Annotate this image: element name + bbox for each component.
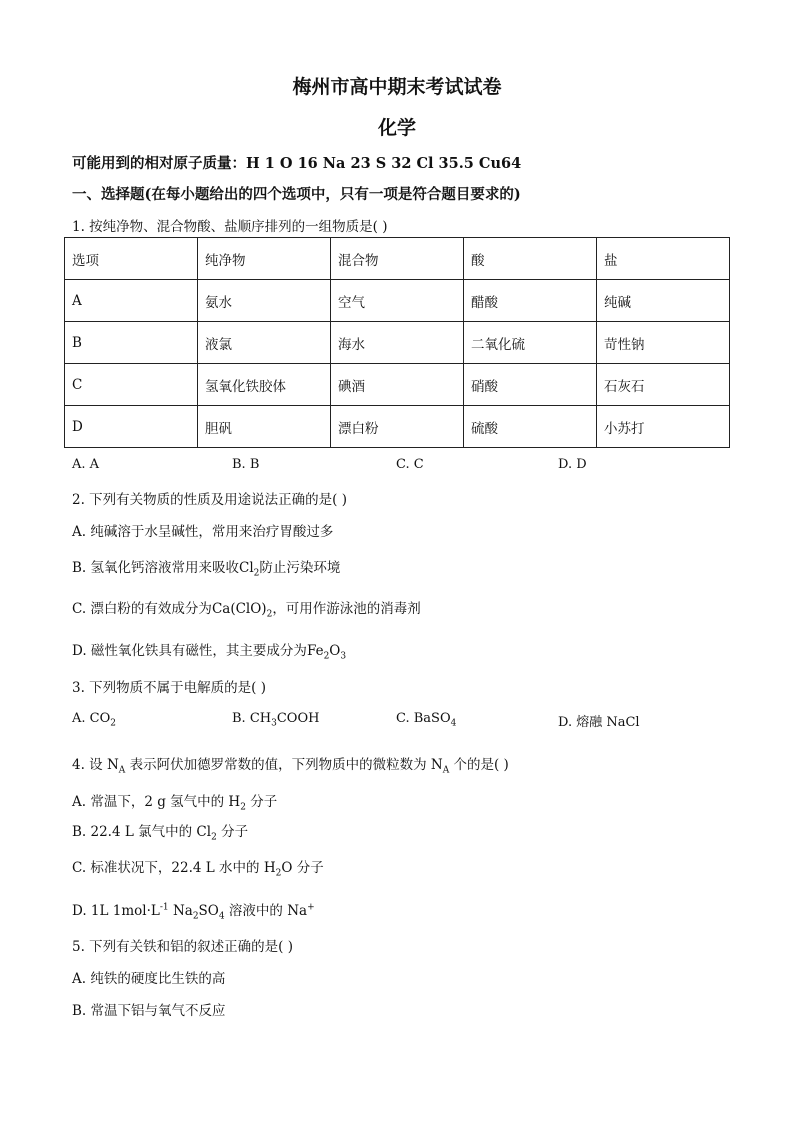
- q2-stem: 2. 下列有关物质的性质及用途说法正确的是( ): [72, 492, 347, 508]
- atomic-masses-line: 可能用到的相对原子质量：H 1 O 16 Na 23 S 32 Cl 35.5 Cu64: [72, 155, 522, 172]
- table-cell: 石灰石: [597, 364, 730, 406]
- q1-table: [64, 237, 730, 448]
- q1-option-c: C. C: [396, 457, 424, 472]
- q4-option-c-text: C. 标准状况下，22.4 L 水中的 H: [72, 860, 276, 876]
- q3-option-c: [396, 711, 456, 729]
- q2-option-d: [72, 639, 346, 662]
- q1-stem: 1. 按纯净物、混合物酸、盐顺序排列的一组物质是( ): [72, 219, 388, 235]
- q2-option-a: A. 纯碱溶于水呈碱性，常用来治疗胃酸过多: [72, 524, 334, 540]
- q4-stem-text-end: 个的是( ): [449, 757, 509, 773]
- table-cell: 碘酒: [331, 364, 464, 406]
- q2-option-b: [72, 556, 340, 579]
- table-cell: 胆矾: [198, 406, 331, 448]
- table-cell: D: [65, 406, 198, 448]
- q4-option-b-text: B. 22.4 L 氯气中的 Cl: [72, 824, 212, 840]
- q2-option-d-text: D. 磁性氧化铁具有磁性，其主要成分为: [72, 643, 307, 659]
- exam-title: 梅州市高中期末考试试卷: [292, 76, 502, 98]
- formula-subscript: A: [118, 765, 126, 776]
- q3-option-d: D. 熔融 NaCl: [558, 715, 640, 730]
- formula-subscript: 4: [218, 911, 225, 922]
- formula-subscript: A: [442, 765, 450, 776]
- q3-option-b: [232, 711, 319, 729]
- q4-option-b: [72, 820, 248, 843]
- q4-option-a-text: A. 常温下，2 g 氢气中的 H: [72, 794, 241, 810]
- formula: Ca(ClO): [211, 601, 267, 617]
- table-cell: B: [65, 322, 198, 364]
- q2-option-c-text-end: ，可用作游泳池的消毒剂: [272, 601, 421, 617]
- q5-stem: 5. 下列有关铁和铝的叙述正确的是( ): [72, 939, 293, 955]
- table-cell: 硝酸: [464, 364, 597, 406]
- table-cell: 纯碱: [597, 280, 730, 322]
- table-row: [65, 364, 730, 406]
- formula-subscript: 2: [275, 868, 282, 879]
- formula-superscript: -1: [159, 902, 169, 913]
- formula-subscript: 3: [340, 651, 347, 662]
- q2-option-b-text: B. 氢氧化钙溶液常用来吸收: [72, 560, 240, 576]
- table-cell: 漂白粉: [331, 406, 464, 448]
- q4-option-d: [72, 899, 315, 922]
- q5-option-b: B. 常温下铝与氧气不反应: [72, 1003, 226, 1019]
- q4-option-d-text-end: 溶液中的 Na: [224, 903, 308, 919]
- formula-subscript: 3: [271, 718, 277, 729]
- q4-option-c: [72, 856, 324, 879]
- table-cell: A: [65, 280, 198, 322]
- table-cell: 海水: [331, 322, 464, 364]
- formula-subscript: 2: [110, 718, 116, 729]
- table-cell: 液氯: [198, 322, 331, 364]
- q4-stem-text-mid: 表示阿伏加德罗常数的值，下列物质中的微粒数为 N: [125, 757, 443, 773]
- q3-option-b-text: B. CH: [232, 711, 272, 726]
- table-header-cell: 盐: [597, 238, 730, 280]
- q4-option-a-text-end: 分子: [245, 794, 278, 810]
- formula: O: [329, 643, 341, 659]
- q3-option-a-text: A. CO: [72, 711, 111, 726]
- formula-subscript: 2: [253, 568, 260, 579]
- q4-option-a: [72, 790, 277, 813]
- formula-subscript: 2: [323, 651, 330, 662]
- q3-option-b-text-end: COOH: [276, 711, 320, 726]
- table-cell: 苛性钠: [597, 322, 730, 364]
- table-cell: 氢氧化铁胶体: [198, 364, 331, 406]
- q2-option-b-text-end: 防止污染环境: [259, 560, 341, 576]
- table-cell: 硫酸: [464, 406, 597, 448]
- table-row: [65, 280, 730, 322]
- table-row: [65, 322, 730, 364]
- q1-option-d: D. D: [558, 457, 587, 472]
- table-header-row: [65, 238, 730, 280]
- q2-option-c-text: C. 漂白粉的有效成分为: [72, 601, 212, 617]
- table-header-cell: 选项: [65, 238, 198, 280]
- subject-title: 化学: [377, 117, 416, 139]
- formula-subscript: 2: [240, 802, 246, 813]
- q3-option-c-text: C. BaSO: [396, 711, 451, 726]
- section-heading: 一、选择题(在每小题给出的四个选项中，只有一项是符合题目要求的): [72, 186, 521, 203]
- table-cell: C: [65, 364, 198, 406]
- q3-stem: 3. 下列物质不属于电解质的是( ): [72, 680, 266, 696]
- table-header-cell: 混合物: [331, 238, 464, 280]
- q1-option-b: B. B: [232, 457, 260, 472]
- formula: Na: [168, 903, 193, 919]
- q4-option-b-text-end: 分子: [216, 824, 249, 840]
- q4-option-c-text-end: O 分子: [281, 860, 324, 876]
- formula: SO: [198, 903, 219, 919]
- table-header-cell: 酸: [464, 238, 597, 280]
- q1-option-a: A. A: [72, 457, 100, 472]
- formula-subscript: 2: [266, 609, 273, 620]
- table-cell: 醋酸: [464, 280, 597, 322]
- formula: Fe: [306, 643, 324, 659]
- q3-option-a: [72, 711, 116, 729]
- formula-subscript: 2: [192, 911, 199, 922]
- table-row: [65, 406, 730, 448]
- table-header-cell: 纯净物: [198, 238, 331, 280]
- q5-option-a: A. 纯铁的硬度比生铁的高: [72, 971, 226, 987]
- q4-option-d-text: D. 1L 1mol·L: [72, 903, 160, 919]
- q2-option-c: [72, 597, 421, 620]
- table-cell: 氨水: [198, 280, 331, 322]
- table-cell: 空气: [331, 280, 464, 322]
- formula-superscript: +: [307, 902, 315, 913]
- q4-stem: [72, 753, 509, 776]
- table-cell: 小苏打: [597, 406, 730, 448]
- table-cell: 二氧化硫: [464, 322, 597, 364]
- formula-subscript: 4: [450, 718, 457, 729]
- formula: Cl: [239, 560, 254, 576]
- q4-stem-text: 4. 设 N: [72, 757, 119, 773]
- formula-subscript: 2: [211, 832, 217, 843]
